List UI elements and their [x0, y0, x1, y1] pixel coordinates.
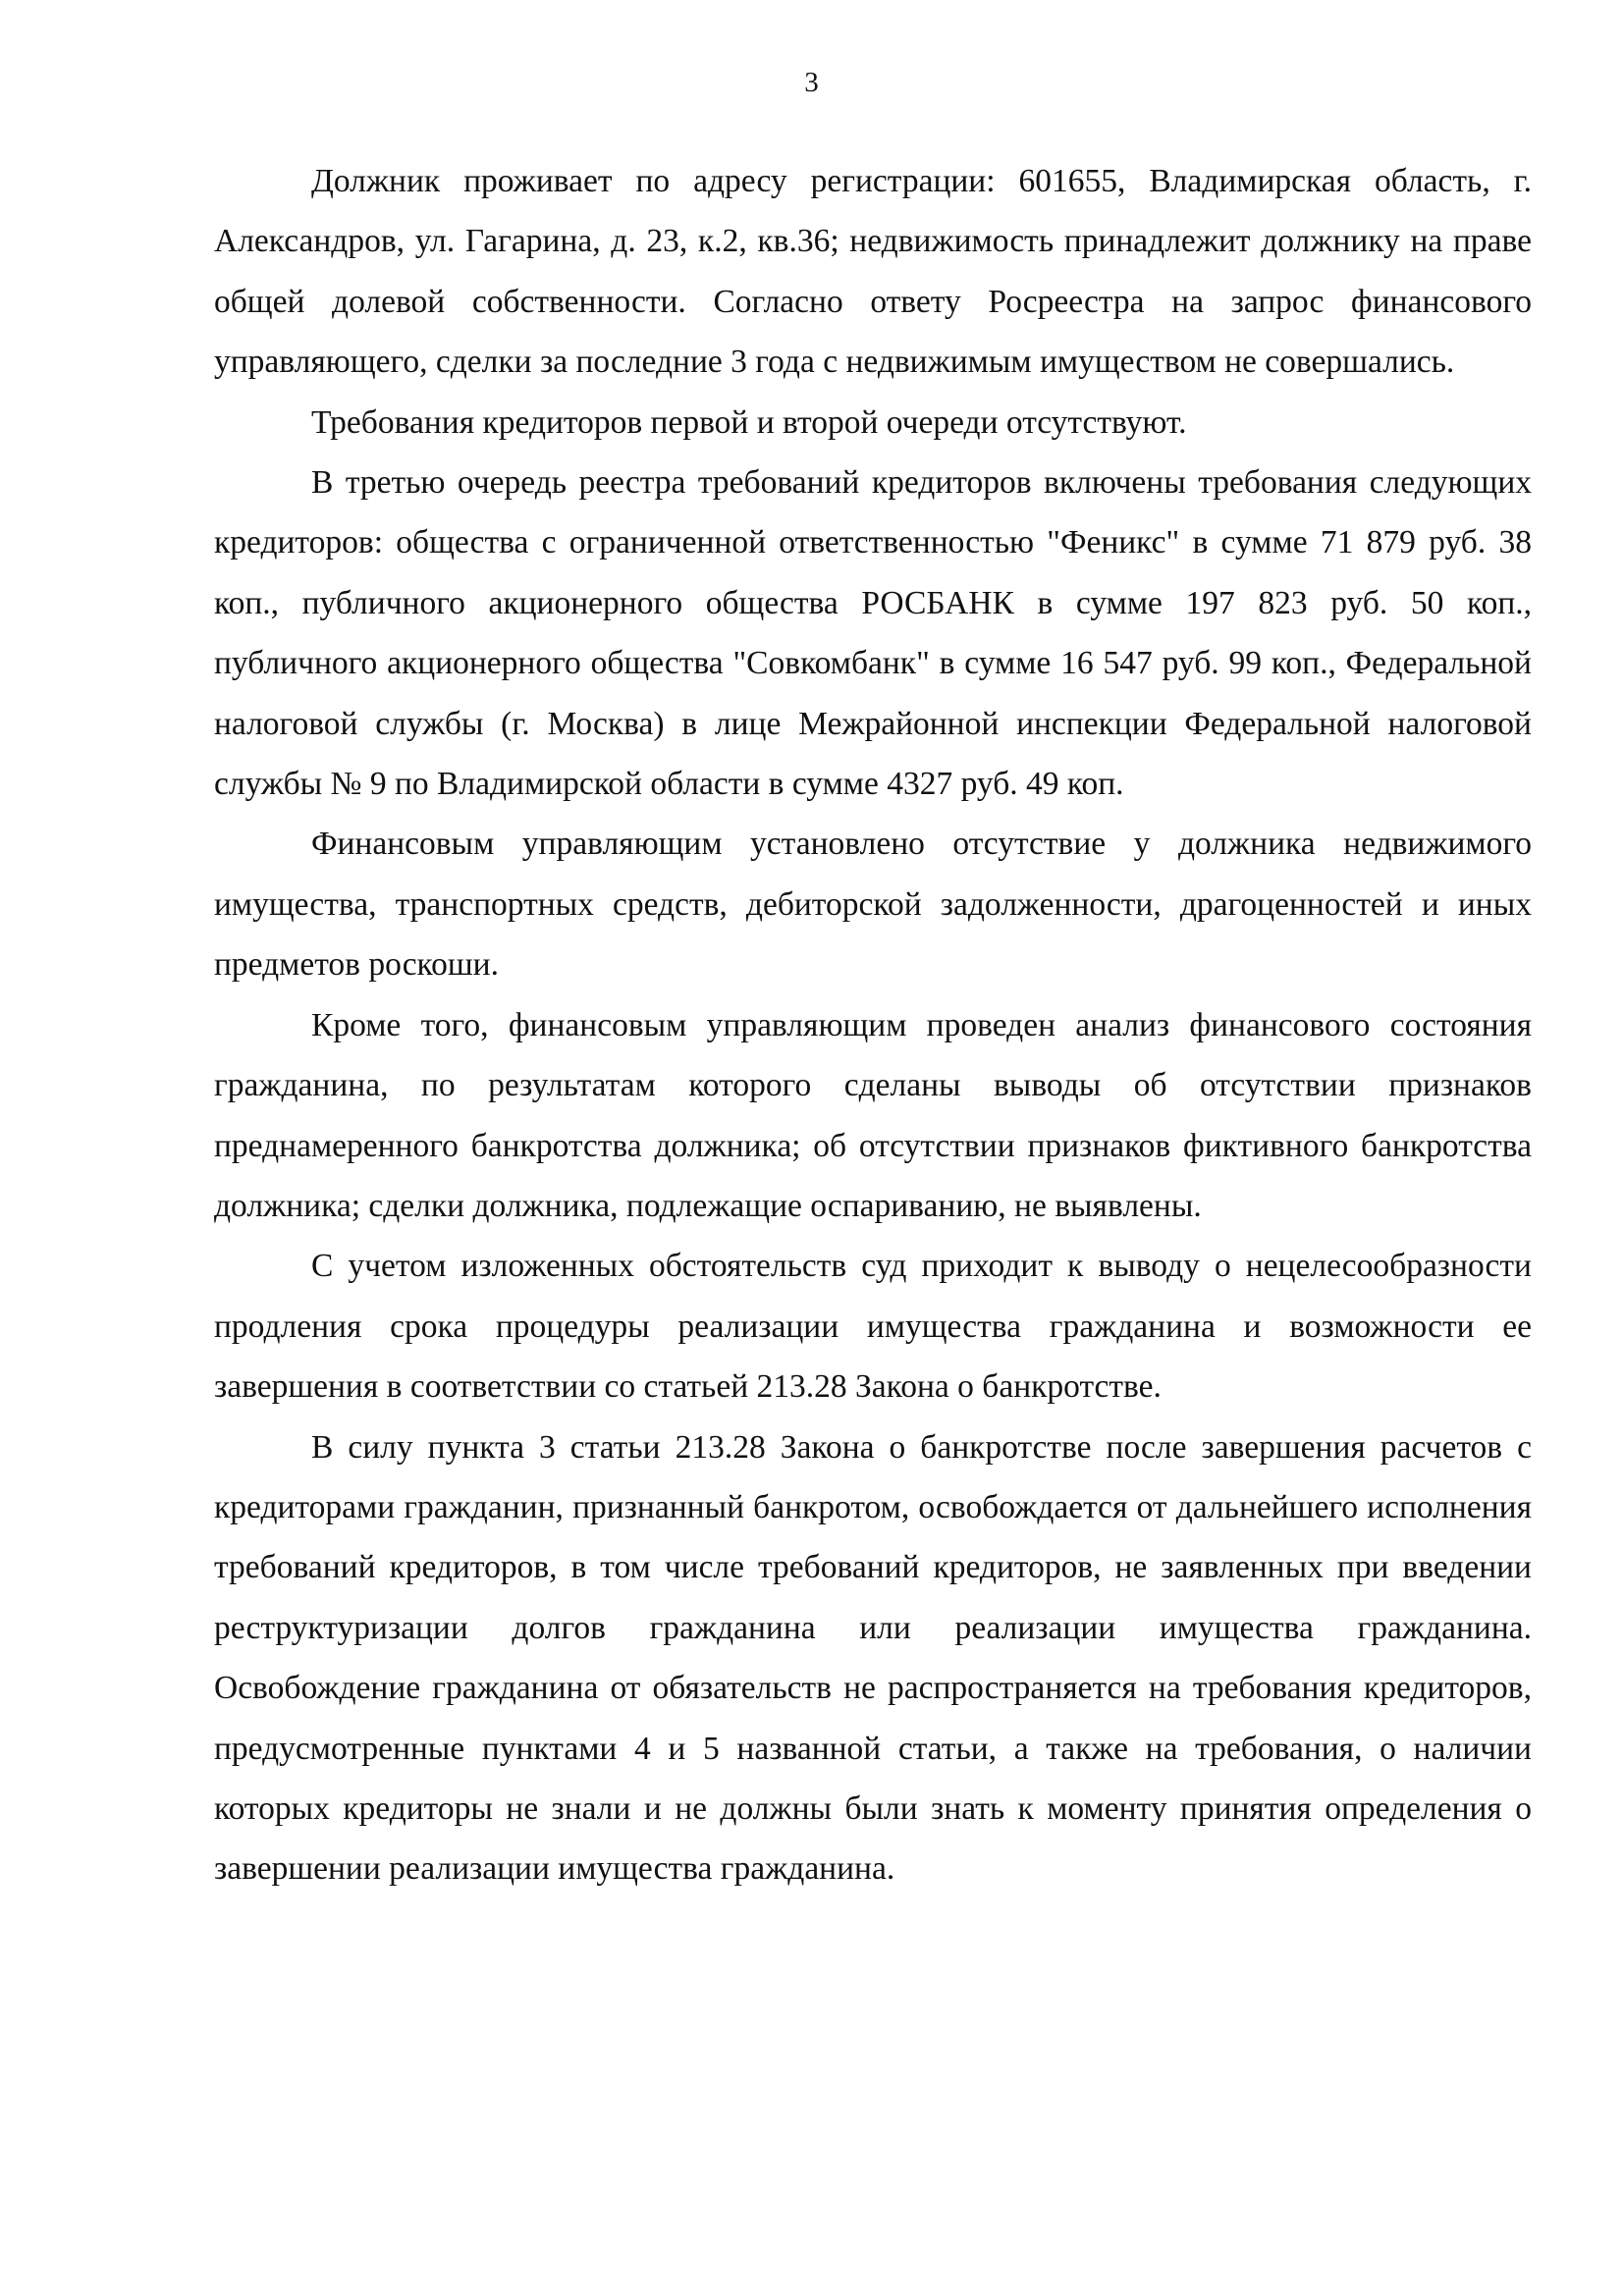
- document-body: [214, 151, 1532, 1899]
- paragraph-debtor-residence: Должник проживает по адресу регистрации: 601655, Владимирская область, г. Александров, ул. Гагарина, д. 23, к.2, кв.36; недвижимость принадлежит должнику на праве общей долевой собственности. Согласно ответу Росреестра на запрос финансового управляющего, сделки за последние 3 года с недвижимым имуществом не совершались.: [214, 163, 1532, 381]
- paragraph-release-from-obligations: В силу пункта 3 статьи 213.28 Закона о банкротстве после завершения расчетов с кредиторами гражданин, признанный банкротом, освобождается от дальнейшего исполнения требований кредиторов, в том числе требований кредиторов, не заявленных при введении реструктуризации долгов гражданина или реализации имущества гражданина. Освобождение гражданина от обязательств не распространяется на требования кредиторов, предусмотренные пунктами 4 и 5 названной статьи, а также на требования, о наличии которых кредиторы не знали и не должны были знать к моменту принятия определения о завершении реализации имущества гражданина.: [214, 1428, 1532, 1888]
- paragraph-first-second-queue: Требования кредиторов первой и второй очереди отсутствуют.: [311, 403, 1187, 441]
- paragraph-third-queue-creditors: В третью очередь реестра требований кредиторов включены требования следующих кредиторов: общества с ограниченной ответственностью "Феникс" в сумме 71 879 руб. 38 коп., публичного акционерного общества РОСБАНК в сумме 197 823 руб. 50 коп., публичного акционерного общества "Совкомбанк" в сумме 16 547 руб. 99 коп., Федеральной налоговой службы (г. Москва) в лице Межрайонной инспекции Федеральной налоговой службы № 9 по Владимирской области в сумме 4327 руб. 49 коп.: [214, 464, 1532, 803]
- paragraph-no-assets: Финансовым управляющим установлено отсутствие у должника недвижимого имущества, транспортных средств, дебиторской задолженности, драгоценностей и иных предметов роскоши.: [214, 826, 1532, 984]
- page-number: 3: [804, 67, 819, 98]
- paragraph-court-conclusion: С учетом изложенных обстоятельств суд приходит к выводу о нецелесообразности продления срока процедуры реализации имущества гражданина и возможности ее завершения в соответствии со статьей 213.28 Закона о банкротстве.: [214, 1248, 1532, 1406]
- paragraph-financial-analysis: Кроме того, финансовым управляющим проведен анализ финансового состояния гражданина, по результатам которого сделаны выводы об отсутствии признаков преднамеренного банкротства должника; об отсутствии признаков фиктивного банкротства должника; сделки должника, подлежащие оспариванию, не выявлены.: [214, 1006, 1532, 1224]
